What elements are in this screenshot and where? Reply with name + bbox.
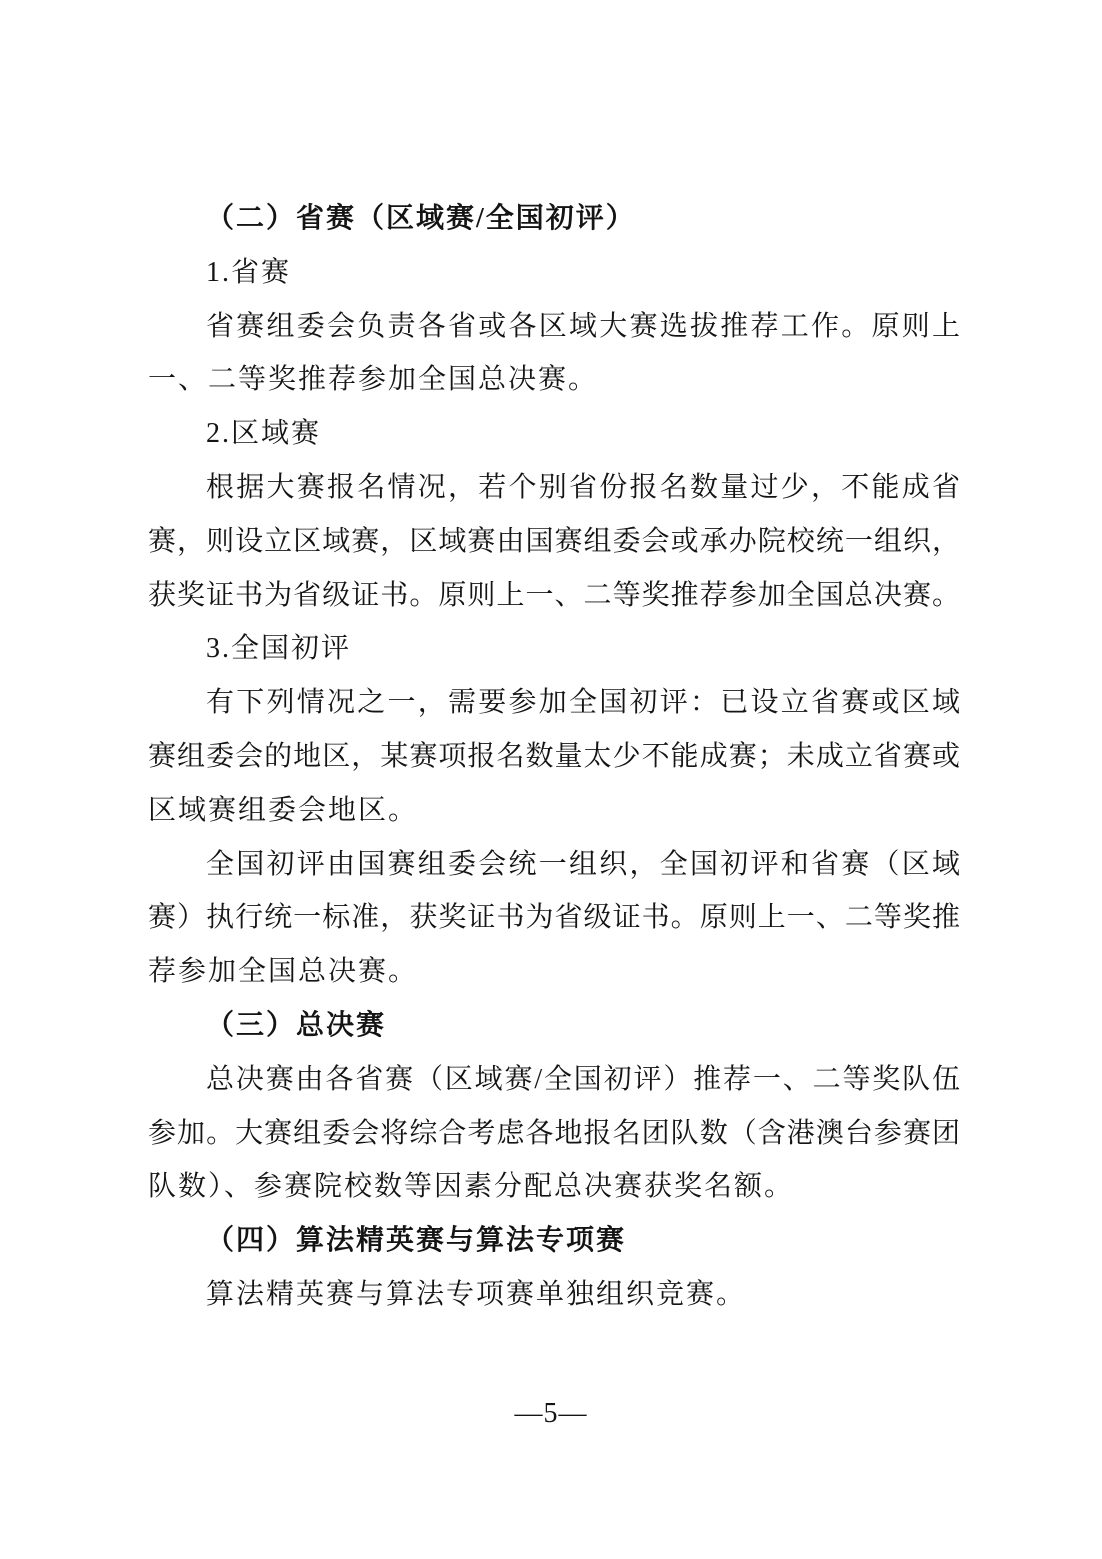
document-body [148, 192, 960, 1322]
text-line: 总决赛由各省赛（区域赛/全国初评）推荐一、二等奖队伍 [206, 1063, 960, 1095]
section-heading: （四）算法精英赛与算法专项赛 [206, 1225, 627, 1257]
text-line: 参加。大赛组委会将综合考虑各地报名团队数（含港澳台参赛团 [148, 1117, 960, 1149]
text-line: 获奖证书为省级证书。原则上一、二等奖推荐参加全国总决赛。 [148, 579, 960, 611]
text-line: 区域赛组委会地区。 [148, 794, 419, 826]
text-line: 一、二等奖推荐参加全国总决赛。 [148, 364, 599, 396]
page-number: —5— [514, 1398, 588, 1429]
text-line: 赛，则设立区域赛，区域赛由国赛组委会或承办院校统一组织， [148, 525, 960, 557]
text-line: 根据大赛报名情况，若个别省份报名数量过少，不能成省 [206, 471, 960, 503]
text-line: 赛组委会的地区，某赛项报名数量太少不能成赛；未成立省赛或 [148, 740, 960, 772]
text-line: 有下列情况之一，需要参加全国初评：已设立省赛或区域 [206, 687, 960, 719]
section-heading: （三）总决赛 [206, 1009, 387, 1041]
text-line: 全国初评由国赛组委会统一组织，全国初评和省赛（区域 [206, 848, 960, 880]
text-line: 3.全国初评 [206, 633, 352, 665]
text-line: 荐参加全国总决赛。 [148, 956, 419, 988]
section-heading: （二）省赛（区域赛/全国初评） [206, 203, 636, 234]
text-line: 1.省赛 [206, 256, 292, 288]
text-line: 队数）、参赛院校数等因素分配总决赛获奖名额。 [148, 1171, 795, 1203]
text-line: 省赛组委会负责各省或各区域大赛选拔推荐工作。原则上 [206, 310, 960, 342]
text-line: 2.区域赛 [206, 418, 322, 450]
text-line: 赛）执行统一标准，获奖证书为省级证书。原则上一、二等奖推 [148, 902, 960, 934]
text-line: 算法精英赛与算法专项赛单独组织竞赛。 [206, 1278, 747, 1310]
